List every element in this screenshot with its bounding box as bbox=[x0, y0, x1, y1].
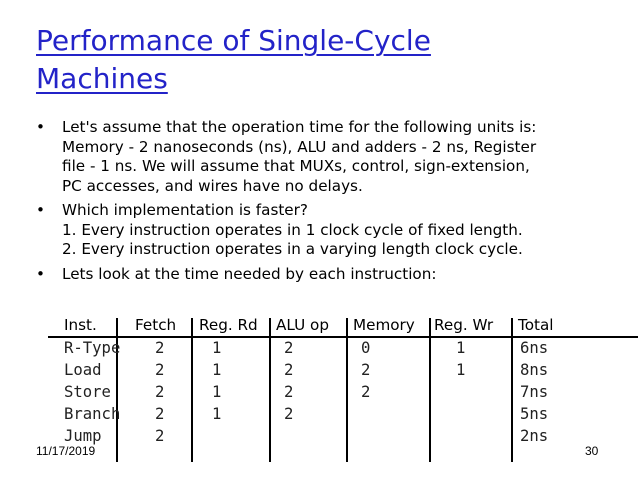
table-cell: 1 bbox=[212, 339, 222, 357]
table-column-divider bbox=[269, 318, 271, 462]
bullet-marker: • bbox=[36, 201, 45, 219]
table-cell: 7ns bbox=[520, 383, 549, 401]
slide-title-line-1: Performance of Single-Cycle bbox=[36, 24, 431, 57]
bullet-marker: • bbox=[36, 118, 45, 136]
table-cell: 2 bbox=[284, 383, 294, 401]
table-cell: 2 bbox=[361, 361, 371, 379]
bullet-1-line-4: PC accesses, and wires have no delays. bbox=[62, 176, 363, 195]
table-header-rule bbox=[48, 336, 638, 338]
table-cell: 5ns bbox=[520, 405, 549, 423]
table-header-reg-wr: Reg. Wr bbox=[434, 316, 494, 334]
bullet-2-line-1: Which implementation is faster? bbox=[62, 201, 308, 219]
slide-title-line-2: Machines bbox=[36, 62, 168, 95]
table-cell: Load bbox=[64, 361, 102, 379]
table-cell: 1 bbox=[212, 383, 222, 401]
table-header-memory: Memory bbox=[353, 316, 415, 334]
bullet-1-line-2: Memory - 2 nanoseconds (ns), ALU and adders - 2 ns, Register bbox=[62, 137, 537, 156]
table-cell: 6ns bbox=[520, 339, 549, 357]
table-cell: 2 bbox=[284, 405, 294, 423]
table-header-inst: Inst. bbox=[64, 316, 97, 334]
table-cell: 2 bbox=[284, 339, 294, 357]
table-header-alu-op: ALU op bbox=[276, 316, 329, 334]
table-header-total: Total bbox=[518, 316, 554, 334]
table-cell: 2 bbox=[155, 427, 165, 445]
table-cell: 1 bbox=[212, 405, 222, 423]
table-cell: 2 bbox=[155, 383, 165, 401]
table-cell: 2ns bbox=[520, 427, 549, 445]
slide-date: 11/17/2019 bbox=[36, 444, 96, 458]
table-column-divider bbox=[429, 318, 431, 462]
table-cell: 1 bbox=[456, 361, 466, 379]
table-cell: 0 bbox=[361, 339, 371, 357]
table-cell: 2 bbox=[155, 339, 165, 357]
table-cell: Branch bbox=[64, 405, 121, 423]
table-cell: 2 bbox=[361, 383, 371, 401]
table-column-divider bbox=[511, 318, 513, 462]
bullet-3-line-1: Lets look at the time needed by each instruction: bbox=[62, 264, 437, 283]
bullet-marker: • bbox=[36, 264, 45, 283]
bullet-1-line-3: file - 1 ns. We will assume that MUXs, control, sign-extension, bbox=[62, 157, 530, 175]
table-cell: 8ns bbox=[520, 361, 549, 379]
table-column-divider bbox=[346, 318, 348, 462]
table-cell: 1 bbox=[212, 361, 222, 379]
bullet-2-line-3: 2. Every instruction operates in a varying length clock cycle. bbox=[62, 240, 523, 258]
table-header-fetch: Fetch bbox=[135, 316, 177, 334]
slide-page-number: 30 bbox=[585, 444, 599, 458]
table-cell: 2 bbox=[284, 361, 294, 379]
bullet-2-line-2: 1. Every instruction operates in 1 clock cycle of fixed length. bbox=[62, 220, 523, 239]
table-cell: R-Type bbox=[64, 339, 121, 357]
table-cell: 1 bbox=[456, 339, 466, 357]
table-cell: 2 bbox=[155, 361, 165, 379]
table-cell: 2 bbox=[155, 405, 165, 423]
table-header-reg-rd: Reg. Rd bbox=[199, 316, 258, 334]
table-cell: Jump bbox=[64, 427, 102, 445]
table-cell: Store bbox=[64, 383, 111, 401]
table-column-divider bbox=[191, 318, 193, 462]
bullet-1-line-1: Let's assume that the operation time for the following units is: bbox=[62, 118, 537, 136]
